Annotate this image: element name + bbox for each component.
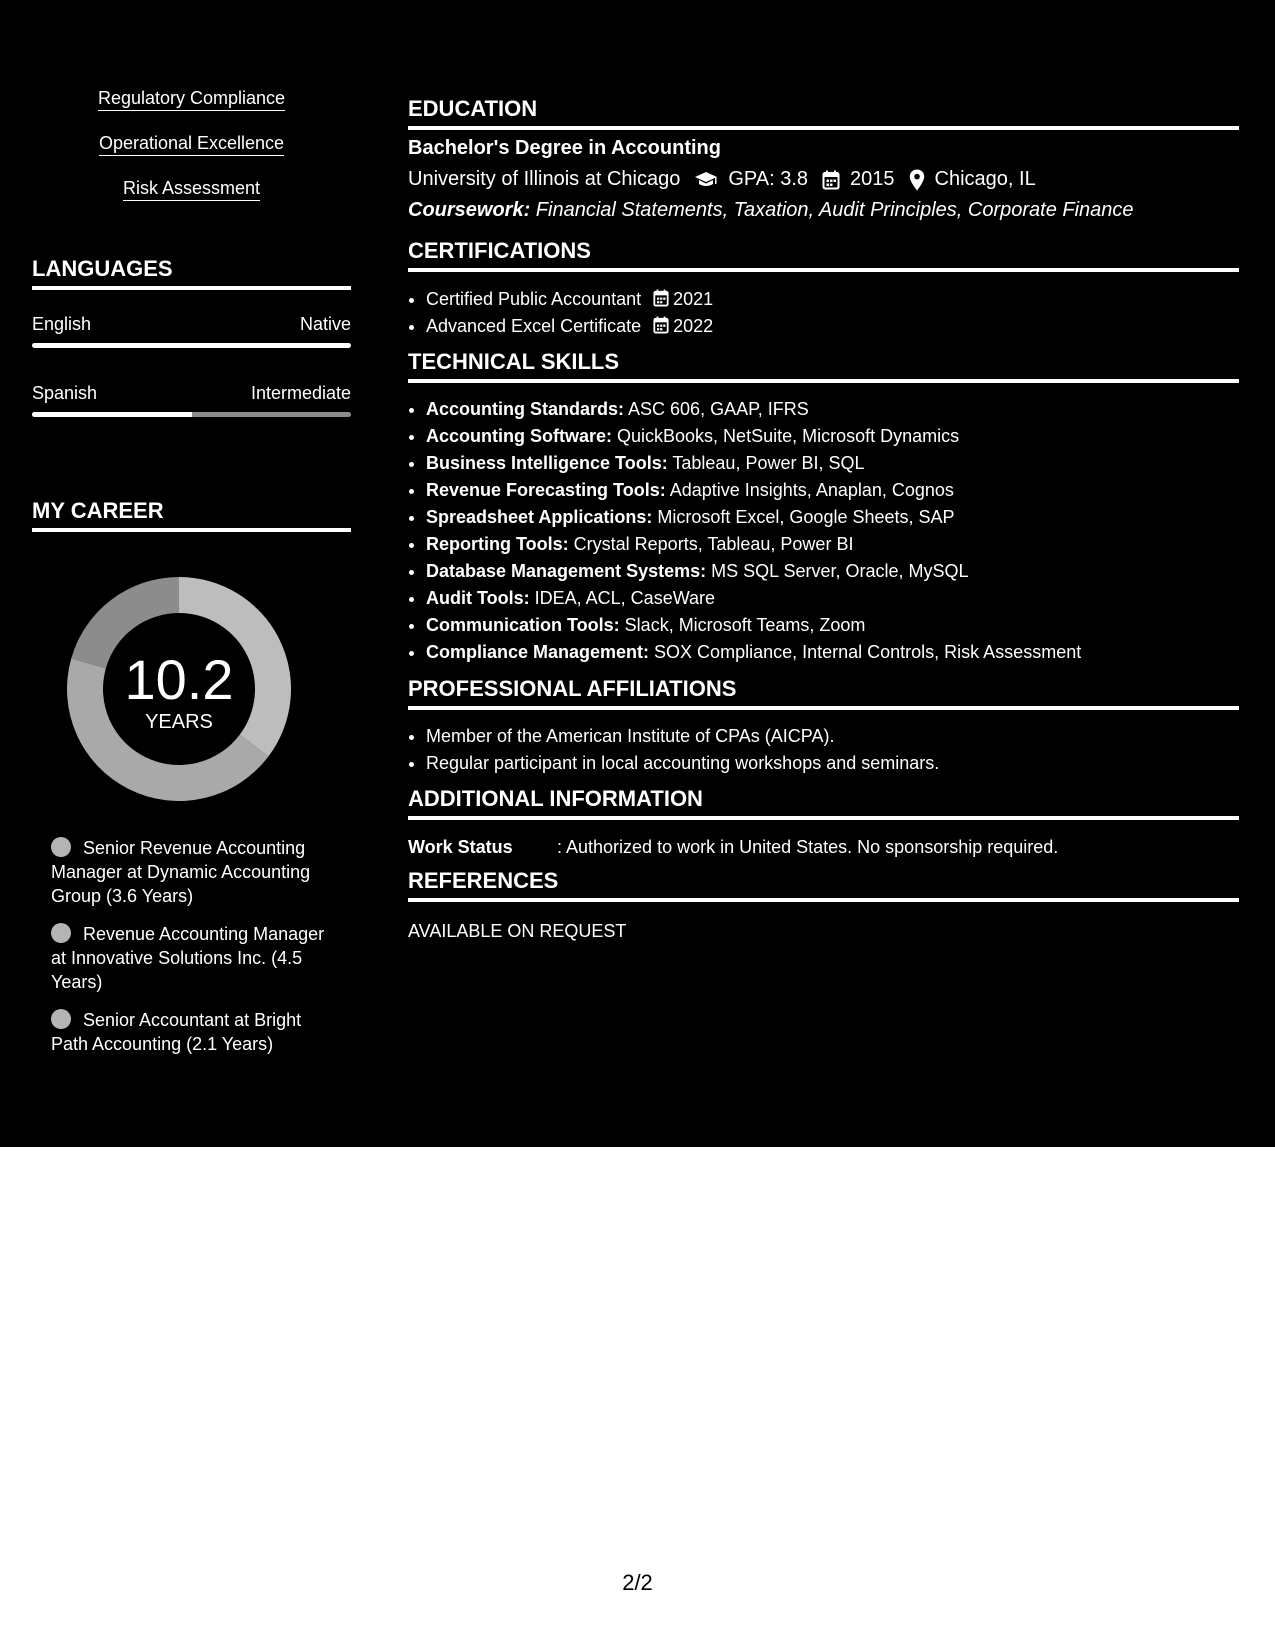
language-bar-fill <box>32 412 192 417</box>
skill-category: Revenue Forecasting Tools: <box>426 480 666 500</box>
coursework-label: Coursework: <box>408 199 531 221</box>
skill-values: Slack, Microsoft Teams, Zoom <box>619 615 866 635</box>
skill-label: Operational Excellence <box>99 133 284 156</box>
list-item <box>426 612 1239 639</box>
list-item <box>426 286 1239 313</box>
list-item <box>426 396 1239 423</box>
list-item: • Regular participant in local accounting workshops and seminars. <box>426 750 1239 777</box>
career-item <box>51 922 341 994</box>
education-coursework <box>408 199 1134 222</box>
coursework-value: Financial Statements, Taxation, Audit Principles, Corporate Finance <box>530 199 1134 221</box>
language-bar <box>32 412 351 417</box>
list-item <box>426 639 1239 666</box>
location-pin-icon <box>909 169 925 191</box>
career-item <box>51 1008 341 1056</box>
skill-category: Reporting Tools: <box>426 534 569 554</box>
references-heading: REFERENCES <box>408 868 1239 902</box>
language-bar <box>32 343 351 348</box>
skill-values: ASC 606, GAAP, IFRS <box>624 399 809 419</box>
bullet-dot-icon <box>51 837 71 857</box>
list-item <box>426 558 1239 585</box>
certifications-list <box>408 286 1239 340</box>
list-item <box>426 313 1239 340</box>
certification-name: Advanced Excel Certificate <box>426 316 642 336</box>
skill-category: Compliance Management: <box>426 642 650 662</box>
list-item <box>426 531 1239 558</box>
skill-category: Spreadsheet Applications: <box>426 507 653 527</box>
skill-item <box>32 88 351 109</box>
work-status-value: : Authorized to work in United States. No sponsorship required. <box>557 837 1059 857</box>
bullet-dot-icon <box>51 923 71 943</box>
skill-category: Business Intelligence Tools: <box>426 453 668 473</box>
language-bar-fill <box>32 343 351 348</box>
skill-values: QuickBooks, NetSuite, Microsoft Dynamics <box>612 426 960 446</box>
career-item-text: Senior Revenue Accounting Manager at Dynamic Accounting Group (3.6 Years) <box>51 838 311 906</box>
language-name: Spanish <box>32 383 98 403</box>
career-item-text: Senior Accountant at Bright Path Accounting (2.1 Years) <box>51 1010 302 1054</box>
page-number: 2/2 <box>622 1570 653 1595</box>
technical-skills-heading: TECHNICAL SKILLS <box>408 349 1239 383</box>
education-school: University of Illinois at Chicago <box>408 168 681 190</box>
skill-item <box>32 133 351 154</box>
career-unit: YEARS <box>145 711 213 733</box>
graduation-cap-icon <box>694 171 718 189</box>
skill-category: Audit Tools: <box>426 588 530 608</box>
list-item <box>426 450 1239 477</box>
career-item <box>51 836 341 908</box>
language-row <box>32 383 351 404</box>
career-donut-chart <box>66 576 292 802</box>
skill-category: Database Management Systems: <box>426 561 707 581</box>
education-year: 2015 <box>850 168 895 190</box>
affiliations-list <box>408 723 1239 777</box>
language-row <box>32 314 351 335</box>
list-item: • Member of the American Institute of CPAs (AICPA). <box>426 723 1239 750</box>
skill-label: Regulatory Compliance <box>98 88 285 111</box>
skill-values: MS SQL Server, Oracle, MySQL <box>706 561 969 581</box>
skill-values: IDEA, ACL, CaseWare <box>529 588 716 608</box>
work-status-label: Work Status <box>408 837 513 857</box>
career-item-text: Revenue Accounting Manager at Innovative Solutions Inc. (4.5 Years) <box>51 924 325 992</box>
education-degree: Bachelor's Degree in Accounting <box>408 137 721 159</box>
career-heading: MY CAREER <box>32 498 351 532</box>
additional-info-heading: ADDITIONAL INFORMATION <box>408 786 1239 820</box>
certification-year: 2022 <box>673 316 714 336</box>
list-item <box>426 504 1239 531</box>
technical-skills-list <box>408 396 1239 666</box>
skill-values: Tableau, Power BI, SQL <box>667 453 865 473</box>
certification-year: 2021 <box>673 289 714 309</box>
language-level: Intermediate <box>250 383 351 403</box>
skill-category: Accounting Standards: <box>426 399 625 419</box>
work-status-row <box>408 837 1058 858</box>
skill-category: Communication Tools: <box>426 615 620 635</box>
certifications-heading: CERTIFICATIONS <box>408 238 1239 272</box>
skill-values: Crystal Reports, Tableau, Power BI <box>568 534 854 554</box>
skill-values: Microsoft Excel, Google Sheets, SAP <box>652 507 955 527</box>
language-level: Native <box>299 314 351 334</box>
calendar-icon <box>822 170 840 190</box>
certification-name: Certified Public Accountant <box>426 289 642 309</box>
education-gpa: GPA: 3.8 <box>728 168 809 190</box>
skill-label: Risk Assessment <box>123 178 260 201</box>
list-item <box>426 423 1239 450</box>
skill-category: Accounting Software: <box>426 426 613 446</box>
skill-values: Adaptive Insights, Anaplan, Cognos <box>665 480 954 500</box>
bullet-dot-icon <box>51 1009 71 1029</box>
career-total: 10.2 <box>124 648 234 711</box>
skill-values: SOX Compliance, Internal Controls, Risk Assessment <box>649 642 1082 662</box>
list-item <box>426 477 1239 504</box>
affiliations-heading: PROFESSIONAL AFFILIATIONS <box>408 676 1239 710</box>
calendar-icon <box>653 316 669 334</box>
list-item <box>426 585 1239 612</box>
calendar-icon <box>653 289 669 307</box>
references-text: AVAILABLE ON REQUEST <box>408 921 627 941</box>
languages-heading: LANGUAGES <box>32 256 351 290</box>
language-name: English <box>32 314 92 334</box>
skill-item <box>32 178 351 199</box>
education-location: Chicago, IL <box>934 168 1036 190</box>
education-details <box>408 168 1036 191</box>
education-heading: EDUCATION <box>408 96 1239 130</box>
